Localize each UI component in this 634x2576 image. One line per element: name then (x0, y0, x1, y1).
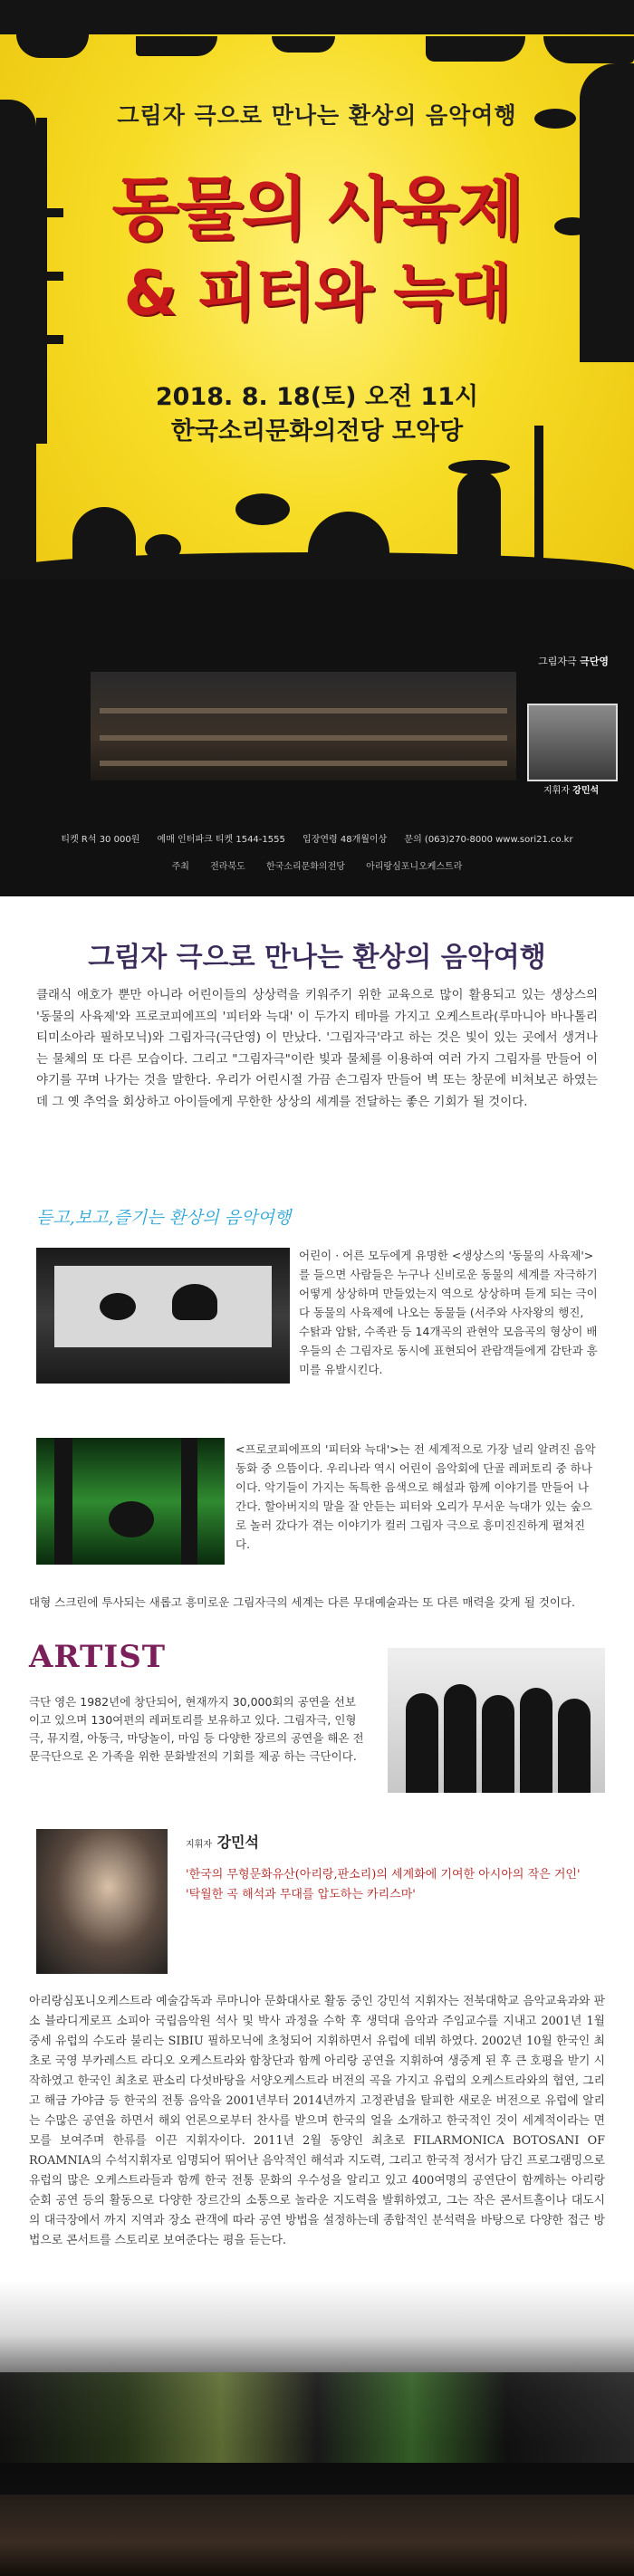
intro-heading: 그림자 극으로 만나는 환상의 음악여행 (88, 942, 546, 973)
bird-silhouette (235, 493, 290, 525)
poster-title-line1: 동물의 사육제 (111, 168, 523, 249)
member-figure (520, 1688, 552, 1793)
orchestra-stage-band (0, 2495, 634, 2576)
feature-block-2: <프로코피에프의 '피터와 늑대'>는 전 세계적으로 가장 널리 알려진 음악동화 중 으뜸이다. 우리나라 역시 어린이 음악회에 단골 레퍼토리 중 하나이다. 악기들이 가지는 독특한 음색으로 해설과 함께 이야기를 만들어 나간다. 할아버지의 말을 잘 안듣는 피터와 오리가 무서운 늑대가 있는 숲으로 놀러 갔다가 겪는 이야기가 컬러 그림자 극으로 흥미진진하게 펼쳐진다. (235, 1442, 596, 1551)
hand-shadow (100, 1293, 136, 1320)
tree-shadow (54, 1438, 72, 1565)
tree-shadow (181, 1438, 197, 1565)
conductor-label: 지휘자 (186, 1840, 212, 1850)
conductor-quote-1: '한국의 무형문화유산(아리랑,판소리)의 세계화에 기여한 아시아의 작은 거인' (186, 1868, 581, 1882)
conductor-photo (36, 1829, 168, 1974)
poster-subtitle: 그림자 극으로 만나는 환상의 음악여행 (117, 102, 517, 129)
wolf-shadow (109, 1501, 154, 1537)
conductor-portrait (527, 704, 618, 781)
intro-paragraph: 클래식 애호가 뿐만 아니라 어린이들의 상상력을 키워주기 위한 교육으로 많이 활용되고 있는 생상스의 '동물의 사육제'와 프로코피에프의 '피터와 늑대' 이 두가지 테마를 가지고 오케스트라(루마니아 바나톨리 티미소아라 필하모닉)와 그림자극(극단영) 이 만났다. '그림자극'라고 하는 것은 빛이 있는 곳에서 생겨나는 물체의 또 다른 모습이다. 그리고 "그림자극"이란 빛과 물체를 이용하여 여러 가지 그림자를 만들어 이야기를 꾸며 나가는 것을 말한다. 우리가 어린시절 가끔 손그림자 만들어 벽 또는 창문에 비쳐보곤 하였는데 그 옛 추억을 회상하고 아이들에게 무한한 상상의 세계를 전달하는 좋은 기회가 될 것이다. (36, 988, 598, 1109)
sponsor-label: 주최 (171, 862, 189, 872)
poster (0, 0, 634, 896)
sponsor-item: 전라북도 (210, 862, 245, 872)
poster-info-row (0, 831, 634, 845)
age-info: 입장연령 48개월이상 (303, 835, 388, 845)
conductor-credit-label: 지휘자 (543, 786, 570, 796)
hat-silhouette (448, 460, 510, 474)
member-figure (406, 1693, 438, 1793)
poster-venue: 한국소리문화의전당 모악당 (170, 417, 464, 445)
conductor-credit (543, 782, 599, 796)
pole-silhouette (534, 426, 543, 579)
poster-date: 2018. 8. 18(토) 오전 11시 (155, 383, 479, 411)
fence-silhouette (0, 335, 63, 344)
troupe-credit-name: 극단영 (580, 656, 609, 667)
orchestra-photo (91, 672, 516, 780)
peter-wolf-photo (36, 1438, 225, 1565)
animal-silhouette (145, 534, 181, 561)
orchestra-row (100, 735, 507, 741)
bird-silhouette (272, 36, 335, 53)
orchestra-row (100, 761, 507, 766)
conductor-name: 강민석 (216, 1834, 259, 1851)
conductor-bio: 아리랑심포니오케스트라 예술감독과 루마니아 문화대사로 활동 중인 강민석 지휘자는 전북대학교 음악교육과와 판소 블라디게로프 소피아 국립음악원 석사 및 박사 과정을 수학 후 생덕대 음악과 주임교수를 지내고 2001년 1월 중세 유럽의 수도라 불리는 SIBIU 필하모닉에 초청되어 지휘하면서 유럽에 데뷔 하였다. 2002년 10월 한국인 최초로 국영 부카레스트 라디오 오케스트라와 함창단과 함께 아리랑 공연을 지휘하여 생중계 된 후 큰 호평을 받기 시작하였고 한국인 최초로 판소리 다섯바탕을 서양오케스트라 버전의 곡을 가지고 유럽의 오케스트라와의 협연, 그리고 해금 가야금 등 한국의 전통 음악을 2001년부터 2014년까지 고정관념을 탈피한 새로운 버전으로 유럽에 알리는 수많은 공연을 하면서 해외 언론으로부터 찬사를 받으며 한국의 얼을 소개하고 한국적인 것이 세계적이라는 면모를 보여주며 한류를 이끈 지휘자이다. 2011년 2월 동양인 최초로 FILARMONICA BOTOSANI OF ROAMNIA의 수석지휘자로 임명되어 뛰어난 음악적인 해석과 지도력, 그리고 한국적 정서가 담긴 프로그램밍으로 유럽의 많은 오케스트라들과 함께 한국 전통 문화의 우수성을 알리고 있고 400여명의 공연단이 함께하는 아리랑 순회 공연 등의 활동으로 다양한 장르간의 소통으로 놀라운 지도력을 발휘하였고, 그는 작은 콘서트홀이나 대도시의 대극장에서 까지 지역과 장소 관객에 따라 공연 방법을 설정하는데 종합적인 분석력을 바탕으로 다양한 접근 방법으로 콘서트를 스토리로 보여준다는 평을 듣는다. (29, 1995, 605, 2247)
troupe-group-photo (388, 1648, 605, 1793)
bird-silhouette (0, 0, 634, 34)
shadow-stage-band (0, 2372, 634, 2463)
bird-silhouette (136, 36, 217, 56)
inquiry-info: 문의 (063)270-8000 www.sori21.co.kr (404, 835, 573, 845)
hand-shadow (172, 1284, 217, 1320)
bird-silhouette (426, 36, 525, 62)
artist-heading: ARTIST (29, 1639, 167, 1675)
features-closing: 대형 스크린에 투사되는 새롭고 흥미로운 그림자극의 세계는 다른 무대예술과는 또 다른 매력을 갖게 될 것이다. (29, 1595, 575, 1609)
troupe-credit-label: 그림자극 (538, 656, 577, 667)
artist-paragraph: 극단 영은 1982년에 창단되어, 현재까지 30,000회의 공연을 선보이고 있으며 130여편의 레퍼토리를 보유하고 있다. 그림자극, 인형극, 뮤지컬, 아동극, 마당놀이, 마임 등 다양한 장르의 공연을 해온 전문극단으로 온 가족을 위한 문화발전의 기회를 제공 하는 극단이다. (29, 1695, 364, 1763)
conductor-credit-name: 강민석 (572, 786, 600, 796)
member-figure (444, 1684, 476, 1793)
features-heading: 듣고,보고,즐기는 환상의 음악여행 (36, 1208, 292, 1228)
sponsor-item: 아리랑심포니오케스트라 (366, 862, 463, 872)
sponsor-row (0, 858, 634, 872)
booking-info: 예매 인터파크 티켓 1544-1555 (157, 835, 285, 845)
sponsor-item: 한국소리문화의전당 (265, 862, 345, 872)
troupe-credit (538, 654, 609, 668)
conductor-quote-2: '탁월한 곡 해석과 무대를 압도하는 카리스마' (186, 1888, 416, 1901)
shadow-play-photo (36, 1248, 290, 1384)
screen-rect (54, 1266, 272, 1347)
feature-block-1: 어린이 · 어른 모두에게 유명한 <생상스의 '동물의 사육제'>를 들으면 사람들은 누구나 신비로운 동물의 세계를 자극하기 어떻게 상상하며 만들었는지 역으로 상상하며 듣게 되는 극이다 동물의 사육제에 나오는 동물들 (서주와 사자왕의 행진, 수탉과 암탉, 수족관 등 14개곡의 관현악 모음곡의 형상이 배우들의 손 그림자로 동시에 표현되어 관람객들에게 감탄과 흥미를 유발시킨다. (299, 1249, 598, 1376)
performance-photo-strip (0, 2282, 634, 2576)
conductor-title (186, 1831, 259, 1852)
orchestra-row (100, 708, 507, 713)
bird-silhouette (543, 36, 634, 63)
member-figure (558, 1699, 591, 1793)
poster-title-line2: & 피터와 늑대 (123, 258, 511, 330)
member-figure (482, 1695, 514, 1793)
person-silhouette (457, 471, 501, 570)
ticket-info: 티켓 R석 30 000원 (61, 835, 140, 845)
